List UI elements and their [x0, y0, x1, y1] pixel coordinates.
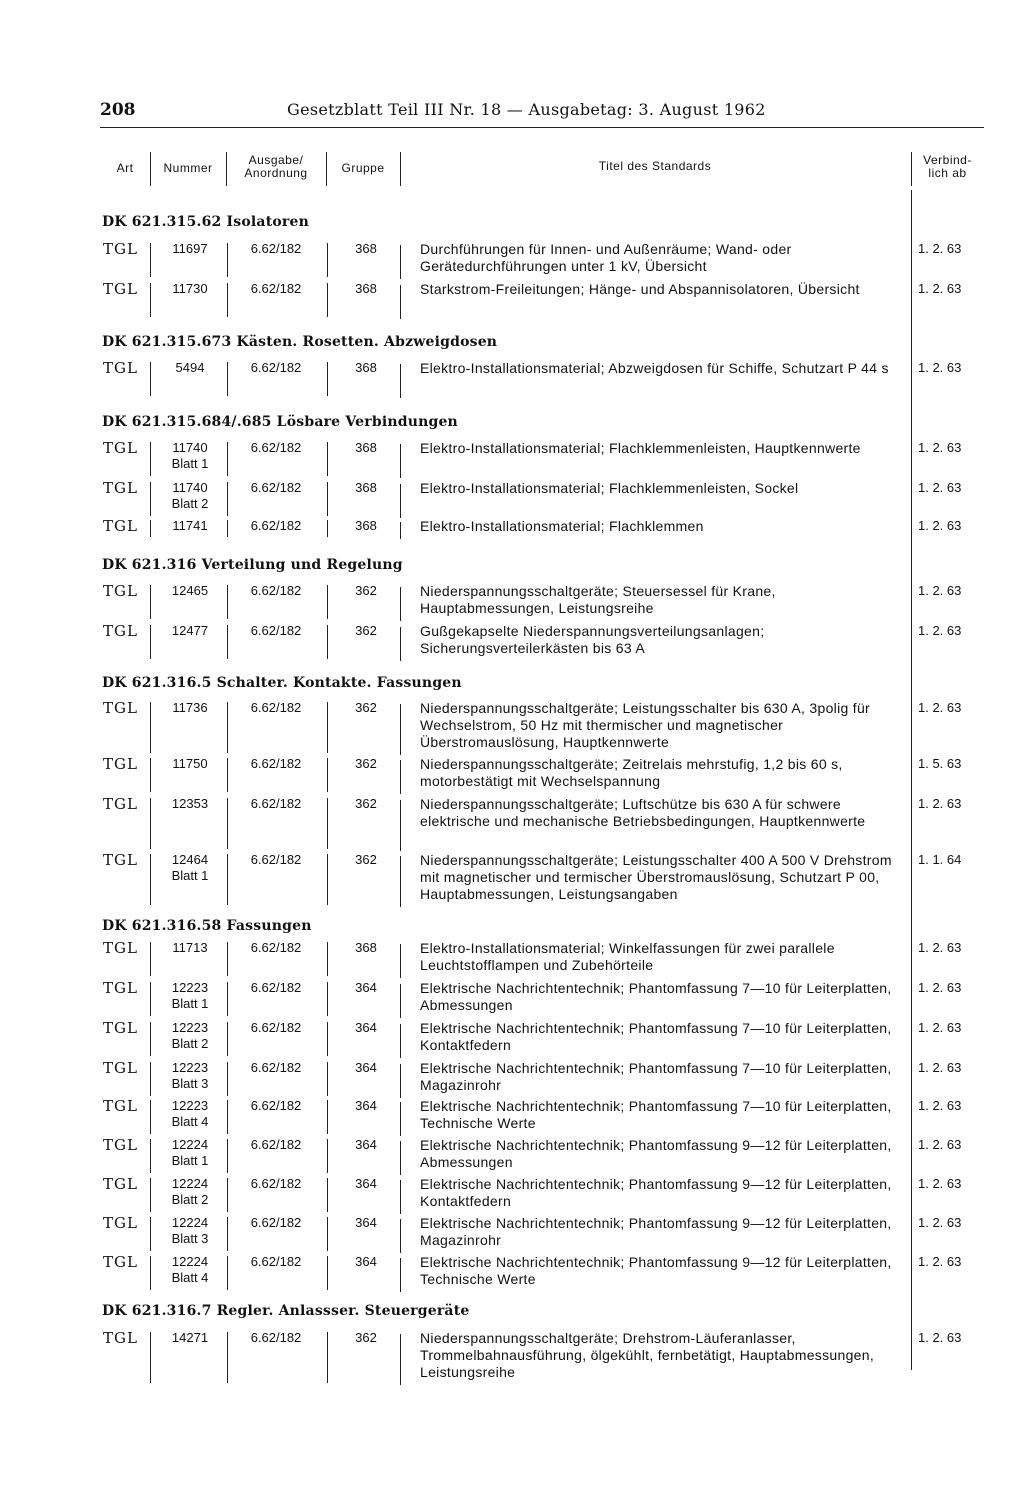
nummer-cell — [150, 241, 230, 257]
row-divider — [400, 245, 401, 279]
nummer-value: 11740 — [172, 440, 208, 455]
titel-cell: Elektro-Installationsmaterial; Flachklemmen — [420, 518, 704, 534]
table-row — [100, 1060, 984, 1098]
titel-cell: Niederspannungsschaltgeräte; Leistungsschalter 400 A 500 V Drehstrom mit magnetischer und termischer Überstromauslösung, Schutzart P 00, Hauptabmessungen, Leistungsangaben — [420, 852, 892, 902]
row-divider — [400, 587, 401, 621]
row-divider — [400, 800, 401, 851]
row-divider — [400, 1024, 401, 1058]
verbindlich-cell: 1. 2. 63 — [918, 796, 962, 811]
ausgabe-cell: 6.62/182 — [250, 1098, 302, 1113]
nummer-cell — [150, 1098, 230, 1130]
row-divider — [327, 1100, 328, 1134]
row-divider — [150, 1332, 151, 1383]
row-divider — [227, 283, 228, 317]
nummer-value: 11697 — [172, 241, 208, 256]
col-gruppe: Gruppe — [341, 161, 385, 175]
row-divider — [327, 1332, 328, 1383]
art-cell: TGL — [103, 1136, 138, 1154]
row-divider — [327, 854, 328, 905]
art-cell: TGL — [103, 359, 138, 377]
col-ausgabe — [226, 154, 326, 180]
row-divider — [327, 243, 328, 277]
row-divider — [150, 625, 151, 659]
art-cell: TGL — [103, 1019, 138, 1037]
ausgabe-cell: 6.62/182 — [250, 940, 302, 955]
table-row — [100, 1176, 984, 1214]
gruppe-cell: 364 — [355, 1176, 377, 1191]
ausgabe-cell: 6.62/182 — [250, 700, 302, 715]
row-divider — [227, 798, 228, 849]
blatt-label: Blatt 1 — [171, 996, 209, 1011]
row-divider — [400, 364, 401, 398]
art-cell: TGL — [103, 1175, 138, 1193]
table-row — [100, 281, 984, 319]
ausgabe-cell: 6.62/182 — [250, 1254, 302, 1269]
col-art: Art — [116, 161, 134, 175]
titel-cell: Starkstrom-Freileitungen; Hänge- und Abspannisolatoren, Übersicht — [420, 281, 860, 297]
art-cell: TGL — [103, 979, 138, 997]
nummer-value: 12223 — [171, 1020, 209, 1035]
titel-cell: Niederspannungsschaltgeräte; Steuersessel für Krane, Hauptabmessungen, Leistungsreihe — [420, 583, 776, 616]
row-divider — [150, 1100, 151, 1134]
ausgabe-cell: 6.62/182 — [250, 1176, 302, 1191]
titel-cell: Niederspannungsschaltgeräte; Drehstrom-Läuferanlasser, Trommelbahnausführung, ölgekühlt, fernbetätigt, Hauptabmessungen, Leistungsreihe — [420, 1330, 875, 1380]
row-divider — [400, 1180, 401, 1214]
nummer-cell — [150, 281, 230, 297]
art-cell: TGL — [103, 755, 138, 773]
nummer-cell — [150, 1330, 230, 1346]
titel-cell: Elektro-Installationsmaterial; Winkelfassungen für zwei parallele Leuchtstofflampen und Zubehörteile — [420, 940, 835, 973]
header-rule — [100, 127, 984, 128]
row-divider — [150, 1256, 151, 1290]
ausgabe-cell: 6.62/182 — [250, 1215, 302, 1230]
titel-cell: Elektrische Nachrichtentechnik; Phantomfassung 7—10 für Leiterplatten, Kontaktfedern — [420, 1020, 892, 1053]
ausgabe-cell: 6.62/182 — [250, 241, 302, 256]
nummer-value: 12465 — [171, 583, 209, 598]
titel-cell: Niederspannungsschaltgeräte; Zeitrelais mehrstufig, 1,2 bis 60 s, motorbestätigt mit Wechselspannung — [420, 756, 843, 789]
nummer-value: 11730 — [172, 281, 208, 296]
verbindlich-cell: 1. 2. 63 — [918, 1137, 962, 1152]
row-divider — [150, 798, 151, 849]
row-divider — [327, 1022, 328, 1056]
table-row — [100, 623, 984, 661]
section-title: DK 621.316.58 Fassungen — [102, 918, 312, 934]
row-divider — [227, 1178, 228, 1212]
nummer-value: 12223 — [171, 980, 209, 995]
verbindlich-cell: 1. 2. 63 — [918, 583, 962, 598]
verbindlich-cell: 1. 2. 63 — [918, 241, 962, 256]
blatt-label: Blatt 2 — [171, 1192, 209, 1207]
row-divider — [400, 484, 401, 518]
row-divider — [327, 982, 328, 1016]
row-divider — [150, 362, 151, 396]
nummer-value: 12353 — [171, 796, 209, 811]
row-divider — [327, 702, 328, 753]
gruppe-cell: 368 — [355, 360, 377, 375]
art-cell: TGL — [103, 1329, 138, 1347]
nummer-cell — [150, 796, 230, 812]
row-divider — [150, 758, 151, 792]
verbindlich-cell: 1. 2. 63 — [918, 940, 962, 955]
section-title: DK 621.315.684/.685 Lösbare Verbindungen — [102, 414, 458, 430]
verbindlich-cell: 1. 2. 63 — [918, 440, 962, 455]
col-ausgabe-line2: Anordnung — [244, 166, 308, 180]
row-divider — [150, 283, 151, 317]
art-cell: TGL — [103, 582, 138, 600]
verbindlich-cell: 1. 2. 63 — [918, 281, 962, 296]
section-title: DK 621.316.7 Regler. Anlassser. Steuergeräte — [102, 1303, 470, 1319]
gruppe-cell: 368 — [355, 440, 377, 455]
row-divider — [227, 942, 228, 976]
row-divider — [400, 856, 401, 907]
nummer-cell — [150, 940, 230, 956]
row-divider — [400, 627, 401, 661]
row-divider — [150, 1022, 151, 1056]
row-divider — [400, 522, 401, 539]
row-divider — [400, 760, 401, 794]
art-cell: TGL — [103, 699, 138, 717]
ausgabe-cell: 6.62/182 — [250, 480, 302, 495]
nummer-value: 12223 — [171, 1098, 209, 1113]
col-verbindlich — [911, 154, 984, 180]
nummer-cell — [150, 360, 230, 376]
row-divider — [327, 798, 328, 849]
row-divider — [150, 442, 151, 476]
gruppe-cell: 368 — [355, 241, 377, 256]
table-row — [100, 1330, 984, 1385]
nummer-value: 11740 — [172, 480, 208, 495]
row-divider — [400, 285, 401, 319]
verbindlich-cell: 1. 2. 63 — [918, 480, 962, 495]
art-cell: TGL — [103, 1253, 138, 1271]
row-divider — [150, 982, 151, 1016]
art-cell: TGL — [103, 1059, 138, 1077]
row-divider — [227, 482, 228, 516]
row-divider — [227, 520, 228, 537]
ausgabe-cell: 6.62/182 — [250, 583, 302, 598]
gruppe-cell: 362 — [355, 852, 377, 867]
row-divider — [400, 1064, 401, 1098]
row-divider — [400, 1258, 401, 1292]
table-header — [100, 150, 984, 190]
row-divider — [150, 854, 151, 905]
row-divider — [227, 982, 228, 1016]
table-row — [100, 1020, 984, 1058]
row-divider — [400, 704, 401, 755]
col-verbindlich-line2: lich ab — [928, 166, 967, 180]
gruppe-cell: 362 — [355, 756, 377, 771]
nummer-cell — [150, 583, 230, 599]
blatt-label: Blatt 3 — [171, 1231, 209, 1246]
row-divider — [327, 625, 328, 659]
row-divider — [227, 758, 228, 792]
row-divider — [227, 585, 228, 619]
row-divider — [227, 1256, 228, 1290]
row-divider — [327, 362, 328, 396]
nummer-cell — [150, 1020, 230, 1052]
table-row — [100, 241, 984, 279]
row-divider — [227, 854, 228, 905]
nummer-cell — [150, 518, 230, 534]
col-titel: Titel des Standards — [598, 159, 712, 173]
table-row — [100, 852, 984, 907]
table-row — [100, 1254, 984, 1292]
row-divider — [327, 758, 328, 792]
page-title: Gesetzblatt Teil III Nr. 18 — Ausgabetag: 3. August 1962 — [287, 100, 766, 119]
gruppe-cell: 364 — [355, 1215, 377, 1230]
row-divider — [150, 1217, 151, 1251]
gruppe-cell: 364 — [355, 1020, 377, 1035]
gruppe-cell: 364 — [355, 980, 377, 995]
verbindlich-cell: 1. 2. 63 — [918, 1098, 962, 1113]
row-divider — [227, 702, 228, 753]
row-divider — [150, 482, 151, 516]
gruppe-cell: 362 — [355, 583, 377, 598]
art-cell: TGL — [103, 240, 138, 258]
nummer-value: 12223 — [171, 1060, 209, 1075]
gruppe-cell: 368 — [355, 281, 377, 296]
row-divider — [327, 442, 328, 476]
nummer-cell — [150, 440, 230, 472]
verbindlich-cell: 1. 2. 63 — [918, 1020, 962, 1035]
ausgabe-cell: 6.62/182 — [250, 1137, 302, 1152]
verbindlich-cell: 1. 5. 63 — [918, 756, 962, 771]
nummer-value: 5494 — [175, 360, 205, 375]
row-divider — [227, 1062, 228, 1096]
ausgabe-cell: 6.62/182 — [250, 1060, 302, 1075]
art-cell: TGL — [103, 1214, 138, 1232]
titel-cell: Elektrische Nachrichtentechnik; Phantomfassung 9—12 für Leiterplatten, Kontaktfedern — [420, 1176, 892, 1209]
nummer-cell — [150, 1215, 230, 1247]
nummer-value: 11741 — [172, 518, 208, 533]
row-divider — [150, 520, 151, 537]
gruppe-cell: 362 — [355, 700, 377, 715]
row-divider — [227, 1139, 228, 1173]
table-row — [100, 756, 984, 794]
nummer-value: 14271 — [171, 1330, 209, 1345]
row-divider — [327, 1178, 328, 1212]
gruppe-cell: 368 — [355, 480, 377, 495]
row-divider — [400, 984, 401, 1018]
gruppe-cell: 368 — [355, 518, 377, 533]
row-divider — [327, 1256, 328, 1290]
ausgabe-cell: 6.62/182 — [250, 756, 302, 771]
table-row — [100, 700, 984, 755]
verbindlich-cell: 1. 2. 63 — [918, 1215, 962, 1230]
gruppe-cell: 364 — [355, 1060, 377, 1075]
titel-cell: Elektrische Nachrichtentechnik; Phantomfassung 9—12 für Leiterplatten, Technische Werte — [420, 1254, 892, 1287]
table-row — [100, 1098, 984, 1136]
ausgabe-cell: 6.62/182 — [250, 1020, 302, 1035]
ausgabe-cell: 6.62/182 — [250, 1330, 302, 1345]
nummer-value: 12464 — [171, 852, 209, 867]
row-divider — [400, 944, 401, 978]
nummer-cell — [150, 1254, 230, 1286]
blatt-label: Blatt 1 — [171, 868, 209, 883]
row-divider — [400, 444, 401, 478]
verbindlich-cell: 1. 2. 63 — [918, 1176, 962, 1191]
nummer-cell — [150, 1137, 230, 1169]
art-cell: TGL — [103, 280, 138, 298]
ausgabe-cell: 6.62/182 — [250, 623, 302, 638]
gruppe-cell: 362 — [355, 796, 377, 811]
row-divider — [400, 1102, 401, 1136]
titel-cell: Elektrische Nachrichtentechnik; Phantomfassung 9—12 für Leiterplatten, Magazinrohr — [420, 1215, 892, 1248]
blatt-label: Blatt 1 — [171, 1153, 209, 1168]
art-cell: TGL — [103, 517, 138, 535]
row-divider — [400, 1141, 401, 1175]
titel-cell: Niederspannungsschaltgeräte; Leistungsschalter bis 630 A, 3polig für Wechselstrom, 50 Hz mit thermischer und magnetischer Überstromauslösung, Hauptkennwerte — [420, 700, 871, 750]
row-divider — [400, 1334, 401, 1385]
row-divider — [150, 942, 151, 976]
blatt-label: Blatt 4 — [171, 1114, 209, 1129]
gruppe-cell: 364 — [355, 1254, 377, 1269]
nummer-cell — [150, 1176, 230, 1208]
blatt-label: Blatt 2 — [171, 496, 209, 511]
row-divider — [327, 520, 328, 537]
table-row — [100, 1215, 984, 1253]
row-divider — [150, 1178, 151, 1212]
titel-cell: Elektrische Nachrichtentechnik; Phantomfassung 7—10 für Leiterplatten, Abmessungen — [420, 980, 892, 1013]
art-cell: TGL — [103, 439, 138, 457]
verbindlich-cell: 1. 2. 63 — [918, 1060, 962, 1075]
nummer-cell — [150, 700, 230, 716]
col-ausgabe-line1: Ausgabe/ — [248, 153, 304, 167]
titel-cell: Elektrische Nachrichtentechnik; Phantomfassung 9—12 für Leiterplatten, Abmessungen — [420, 1137, 892, 1170]
nummer-value: 11750 — [172, 756, 208, 771]
row-divider — [327, 585, 328, 619]
row-divider — [327, 942, 328, 976]
blatt-label: Blatt 1 — [171, 456, 209, 471]
nummer-value: 12224 — [171, 1137, 209, 1152]
table-row — [100, 480, 984, 518]
art-cell: TGL — [103, 795, 138, 813]
verbindlich-cell: 1. 2. 63 — [918, 360, 962, 375]
gruppe-cell: 364 — [355, 1137, 377, 1152]
section-title: DK 621.315.62 Isolatoren — [102, 214, 309, 230]
row-divider — [150, 243, 151, 277]
nummer-value: 12224 — [171, 1176, 209, 1191]
nummer-value: 11713 — [172, 940, 208, 955]
row-divider — [400, 1219, 401, 1253]
table-row — [100, 583, 984, 621]
row-divider — [150, 1139, 151, 1173]
table-row — [100, 940, 984, 978]
row-divider — [327, 1217, 328, 1251]
row-divider — [227, 243, 228, 277]
ausgabe-cell: 6.62/182 — [250, 360, 302, 375]
section-title: DK 621.316.5 Schalter. Kontakte. Fassungen — [102, 675, 462, 691]
titel-cell: Elektro-Installationsmaterial; Flachklemmenleisten, Hauptkennwerte — [420, 440, 861, 456]
ausgabe-cell: 6.62/182 — [250, 440, 302, 455]
page-header — [100, 100, 910, 122]
row-divider — [327, 1062, 328, 1096]
nummer-value: 12224 — [171, 1254, 209, 1269]
verbindlich-cell: 1. 1. 64 — [918, 852, 962, 867]
ausgabe-cell: 6.62/182 — [250, 796, 302, 811]
table-row — [100, 440, 984, 478]
row-divider — [327, 283, 328, 317]
ausgabe-cell: 6.62/182 — [250, 852, 302, 867]
art-cell: TGL — [103, 1097, 138, 1115]
nummer-cell — [150, 623, 230, 639]
nummer-cell — [150, 852, 230, 884]
ausgabe-cell: 6.62/182 — [250, 980, 302, 995]
ausgabe-cell: 6.62/182 — [250, 518, 302, 533]
art-cell: TGL — [103, 479, 138, 497]
titel-cell: Elektrische Nachrichtentechnik; Phantomfassung 7—10 für Leiterplatten, Magazinrohr — [420, 1060, 892, 1093]
blatt-label: Blatt 3 — [171, 1076, 209, 1091]
row-divider — [227, 1332, 228, 1383]
nummer-value: 12477 — [171, 623, 209, 638]
nummer-cell — [150, 980, 230, 1012]
verbindlich-cell: 1. 2. 63 — [918, 980, 962, 995]
nummer-cell — [150, 756, 230, 772]
titel-cell: Elektrische Nachrichtentechnik; Phantomfassung 7—10 für Leiterplatten, Technische Werte — [420, 1098, 892, 1131]
blatt-label: Blatt 4 — [171, 1270, 209, 1285]
gruppe-cell: 362 — [355, 1330, 377, 1345]
titel-cell: Elektro-Installationsmaterial; Flachklemmenleisten, Sockel — [420, 480, 799, 496]
row-divider — [227, 1022, 228, 1056]
nummer-cell — [150, 480, 230, 512]
row-divider — [150, 585, 151, 619]
titel-cell: Niederspannungsschaltgeräte; Luftschütze bis 630 A für schwere elektrische und mechanische Betriebsbedingungen, Hauptkennwerte — [420, 796, 866, 829]
art-cell: TGL — [103, 851, 138, 869]
verbindlich-cell: 1. 2. 63 — [918, 1254, 962, 1269]
gruppe-cell: 368 — [355, 940, 377, 955]
titel-cell: Elektro-Installationsmaterial; Abzweigdosen für Schiffe, Schutzart P 44 s — [420, 360, 889, 376]
gruppe-cell: 364 — [355, 1098, 377, 1113]
row-divider — [150, 702, 151, 753]
titel-cell: Durchführungen für Innen- und Außenräume; Wand- oder Gerätedurchführungen unter 1 kV, Übersicht — [420, 241, 792, 274]
table-row — [100, 1137, 984, 1175]
nummer-value: 11736 — [172, 700, 208, 715]
verbindlich-cell: 1. 2. 63 — [918, 518, 962, 533]
col-verbindlich-line1: Verbind- — [923, 153, 972, 167]
titel-cell: Gußgekapselte Niederspannungsverteilungsanlagen; Sicherungsverteilerkästen bis 63 A — [420, 623, 765, 656]
section-title: DK 621.315.673 Kästen. Rosetten. Abzweigdosen — [102, 334, 498, 350]
verbindlich-cell: 1. 2. 63 — [918, 700, 962, 715]
table-row — [100, 360, 984, 398]
table-row — [100, 518, 984, 539]
row-divider — [327, 482, 328, 516]
nummer-cell — [150, 1060, 230, 1092]
table-row — [100, 796, 984, 851]
row-divider — [227, 1100, 228, 1134]
row-divider — [227, 625, 228, 659]
row-divider — [327, 1139, 328, 1173]
ausgabe-cell: 6.62/182 — [250, 281, 302, 296]
row-divider — [227, 362, 228, 396]
row-divider — [150, 1062, 151, 1096]
blatt-label: Blatt 2 — [171, 1036, 209, 1051]
nummer-value: 12224 — [171, 1215, 209, 1230]
gruppe-cell: 362 — [355, 623, 377, 638]
col-nummer: Nummer — [163, 161, 213, 175]
row-divider — [227, 1217, 228, 1251]
art-cell: TGL — [103, 939, 138, 957]
art-cell: TGL — [103, 622, 138, 640]
table-row — [100, 980, 984, 1018]
page-number: 208 — [100, 100, 136, 120]
verbindlich-cell: 1. 2. 63 — [918, 623, 962, 638]
verbindlich-cell: 1. 2. 63 — [918, 1330, 962, 1345]
section-title: DK 621.316 Verteilung und Regelung — [102, 557, 403, 573]
row-divider — [227, 442, 228, 476]
